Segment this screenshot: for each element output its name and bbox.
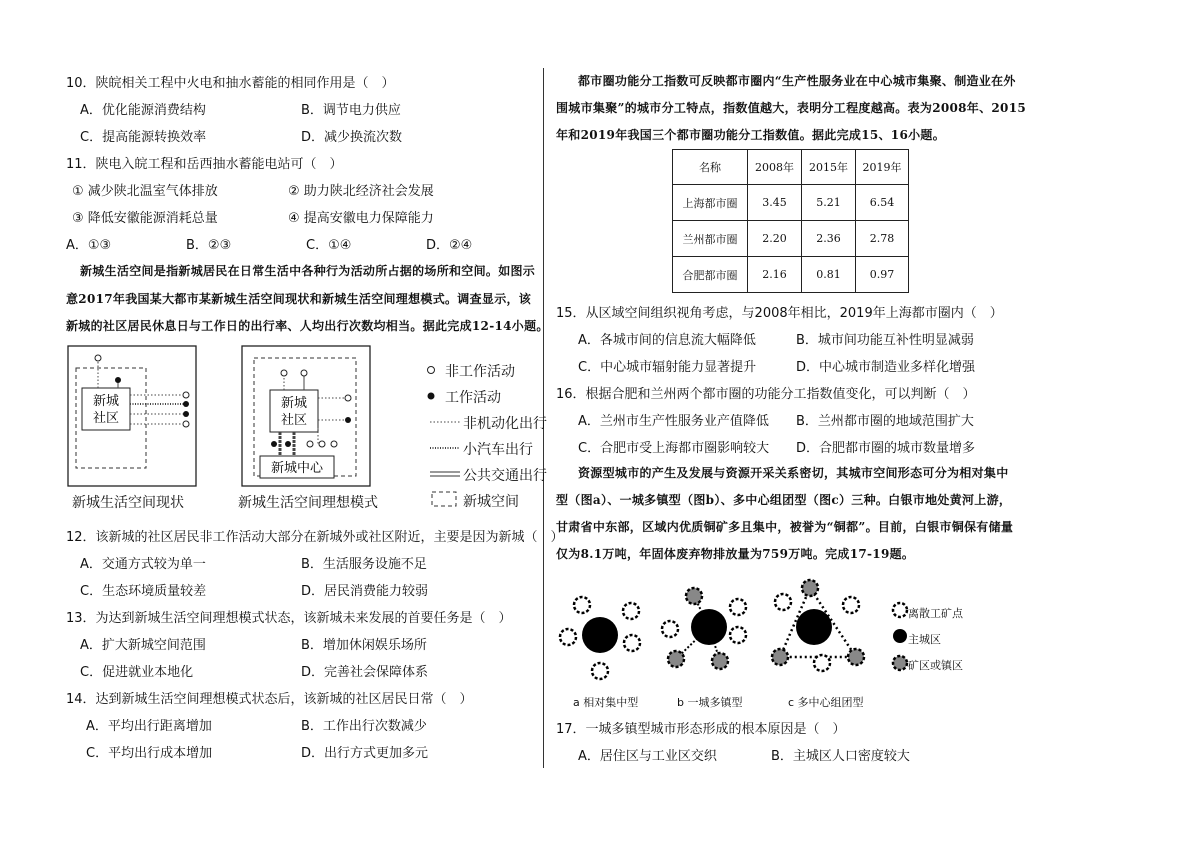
- q17-option-b: B．主城区人口密度较大: [771, 749, 910, 764]
- table-header-cell: 2015年: [802, 150, 856, 185]
- c-mine-point: [843, 597, 859, 613]
- table-cell: 2.20: [748, 221, 802, 257]
- current-node-r3: [183, 411, 189, 417]
- table-cell: 0.97: [856, 257, 909, 293]
- a-mine-point: [623, 603, 639, 619]
- caption-c: c 多中心组团型: [788, 696, 864, 709]
- current-node-r4: [183, 421, 189, 427]
- q12-option-b: B．生活服务设施不足: [301, 557, 427, 572]
- c-town: [802, 580, 818, 596]
- b-mine-point: [662, 621, 678, 637]
- ideal-node-d5: [331, 441, 337, 447]
- a-mine-point: [624, 635, 640, 651]
- legend2-mine-point: 离散工矿点: [908, 607, 963, 620]
- table-header-row: [673, 150, 909, 185]
- c-mine-point: [814, 655, 830, 671]
- q13-option-c: C．促进就业本地化: [80, 665, 194, 680]
- q10-stem: 10．陕皖相关工程中火电和抽水蓄能的相同作用是（ ）: [66, 76, 395, 91]
- caption-a: a 相对集中型: [573, 696, 639, 709]
- table-cell: 6.54: [856, 185, 909, 221]
- intro-12-14-line3: 新城的社区居民休息日与工作日的出行率、人均出行次数均相当。据此完成12-14小题。: [66, 319, 549, 333]
- current-node-top1: [95, 355, 101, 361]
- intro-12-14-line2: 意2017年我国某大都市某新城生活空间现状和新城生活空间理想模式。调查显示，该: [66, 292, 532, 306]
- function-index-table: [672, 149, 909, 293]
- intro-17-19-line1: 资源型城市的产生及发展与资源开采关系密切，其城市空间形态可分为相对集中: [578, 466, 1009, 480]
- table-cell: 3.45: [748, 185, 802, 221]
- b-mine-point: [730, 599, 746, 615]
- caption-current: 新城生活空间现状: [72, 495, 184, 511]
- caption-ideal: 新城生活空间理想模式: [238, 495, 378, 511]
- legend-public: 公共交通出行: [463, 468, 547, 484]
- q14-option-d: D．出行方式更加多元: [301, 746, 429, 761]
- q17-stem: 17．一城多镇型城市形态形成的根本原因是（ ）: [556, 722, 846, 737]
- table-cell: 上海都市圈: [673, 185, 748, 221]
- legend2-main-city: 主城区: [908, 633, 941, 646]
- legend-dashed-box-icon: [432, 492, 456, 506]
- intro-15-16-line2: 围城市集聚”的城市分工特点，指数值越大，表明分工程度越高。表为2008年、2015: [556, 101, 1027, 115]
- table-cell: 2.78: [856, 221, 909, 257]
- table-row: [673, 185, 909, 221]
- c-town: [848, 649, 864, 665]
- b-main-city: [691, 609, 727, 645]
- ideal-node-top1: [281, 370, 287, 376]
- legend-filled-circle-icon: [428, 393, 435, 400]
- table-cell: 5.21: [802, 185, 856, 221]
- table-row: [673, 257, 909, 293]
- ideal-box-label-2: 社区: [280, 413, 308, 428]
- intro-17-19-line4: 仅为8.1万吨，年固体废弃物排放量为759万吨。完成17-19题。: [556, 547, 915, 561]
- q13-option-a: A．扩大新城空间范围: [80, 638, 206, 653]
- ideal-box-label-1: 新城: [280, 396, 308, 411]
- table-cell: 兰州都市圈: [673, 221, 748, 257]
- a-mine-point: [592, 663, 608, 679]
- q15-option-c: C．中心城市辐射能力显著提升: [578, 360, 757, 375]
- legend-non-work: 非工作活动: [445, 364, 515, 380]
- b-town: [712, 653, 728, 669]
- ideal-node-d3: [307, 441, 313, 447]
- table-cell: 0.81: [802, 257, 856, 293]
- q12-option-d: D．居民消费能力较弱: [301, 584, 429, 599]
- legend-non-motor: 非机动化出行: [463, 416, 547, 432]
- q15-option-a: A．各城市间的信息流大幅降低: [578, 333, 756, 348]
- legend-town-icon: [893, 656, 907, 670]
- q16-option-a: A．兰州市生产性服务业产值降低: [578, 414, 769, 429]
- intro-15-16-line1: 都市圈功能分工指数可反映都市圈内“生产性服务业在中心城市集聚、制造业在外: [578, 74, 1016, 88]
- a-main-city: [582, 617, 618, 653]
- current-box-label-1: 新城: [92, 394, 120, 409]
- q15-option-b: B．城市间功能互补性明显减弱: [796, 333, 974, 348]
- b-town: [668, 651, 684, 667]
- table-header-cell: 2019年: [856, 150, 909, 185]
- q13-stem: 13．为达到新城生活空间理想模式状态，该新城未来发展的首要任务是（ ）: [66, 611, 512, 626]
- q12-stem: 12．该新城的社区居民非工作活动大部分在新城外或社区附近，主要是因为新城（ ）: [66, 530, 564, 545]
- table-header-cell: 名称: [673, 150, 748, 185]
- b-town: [686, 588, 702, 604]
- a-mine-point: [574, 597, 590, 613]
- q16-option-c: C．合肥市受上海都市圈影响较大: [578, 441, 770, 456]
- b-mine-point: [730, 627, 746, 643]
- form-c-multi-center: [772, 580, 864, 671]
- ideal-node-d1: [271, 441, 277, 447]
- q14-stem: 14．达到新城生活空间理想模式状态后，该新城的社区居民日常（ ）: [66, 692, 473, 707]
- q16-option-b: B．兰州都市圈的地域范围扩大: [796, 414, 974, 429]
- q15-stem: 15．从区域空间组织视角考虑，与2008年相比，2019年上海都市圈内（ ）: [556, 306, 1003, 321]
- q10-option-a: A．优化能源消费结构: [80, 103, 206, 118]
- legend-main-city-icon: [893, 629, 907, 643]
- q13-option-b: B．增加休闲娱乐场所: [301, 638, 427, 653]
- intro-12-14-line1: 新城生活空间是指新城居民在日常生活中各种行为活动所占据的场所和空间。如图示: [80, 264, 536, 278]
- q11-option-a: A．①③: [66, 238, 112, 253]
- ideal-node-d4: [319, 441, 325, 447]
- legend2-town: 矿区或镇区: [908, 659, 963, 672]
- current-node-r1: [183, 392, 189, 398]
- c-town: [772, 649, 788, 665]
- q11-option-d: D．②④: [426, 238, 473, 253]
- table-cell: 2.36: [802, 221, 856, 257]
- table-row: [673, 221, 909, 257]
- q11-stem: 11．陕电入皖工程和岳西抽水蓄能电站可（ ）: [66, 157, 343, 172]
- c-mine-point: [775, 594, 791, 610]
- legend-space: 新城空间: [463, 494, 519, 510]
- legend-work: 工作活动: [445, 390, 501, 406]
- q10-option-b: B．调节电力供应: [301, 103, 401, 118]
- q15-option-d: D．中心城市制造业多样化增强: [796, 360, 976, 375]
- form-a-concentrated: [560, 597, 640, 679]
- q11-option-c: C．①④: [306, 238, 352, 253]
- q16-stem: 16．根据合肥和兰州两个都市圈的功能分工指数值变化，可以判断（ ）: [556, 387, 976, 402]
- q16-option-d: D．合肥都市圈的城市数量增多: [796, 441, 976, 456]
- table-header-cell: 2008年: [748, 150, 802, 185]
- intro-17-19-line2: 型（图a）、一城多镇型（图b）、多中心组团型（图c）三种。白银市地处黄河上游，: [556, 493, 1012, 507]
- q11-statement-4: ④ 提高安徽电力保障能力: [288, 211, 434, 226]
- q13-option-d: D．完善社会保障体系: [301, 665, 429, 680]
- q17-option-a: A．居住区与工业区交织: [578, 749, 717, 764]
- q14-option-a: A．平均出行距离增加: [86, 719, 212, 734]
- form-b-one-city-multi-town: [662, 588, 746, 669]
- current-box-label-2: 社区: [92, 411, 120, 426]
- legend-mine-point-icon: [893, 603, 907, 617]
- ideal-node-r1: [345, 395, 351, 401]
- c-main-city: [796, 609, 832, 645]
- caption-b: b 一城多镇型: [677, 696, 743, 709]
- ideal-center-label: 新城中心: [270, 461, 324, 476]
- q12-option-c: C．生态环境质量较差: [80, 584, 207, 599]
- q11-statement-1: ① 减少陕北温室气体排放: [72, 184, 218, 199]
- q12-option-a: A．交通方式较为单一: [80, 557, 206, 572]
- legend-open-circle-icon: [428, 367, 435, 374]
- intro-15-16-line3: 年和2019年我国三个都市圈功能分工指数值。据此完成15、16小题。: [556, 128, 945, 142]
- ideal-node-top2: [301, 370, 307, 376]
- q14-option-b: B．工作出行次数减少: [301, 719, 427, 734]
- q11-statement-3: ③ 降低安徽能源消耗总量: [72, 211, 218, 226]
- q11-option-b: B．②③: [186, 238, 232, 253]
- legend-car: 小汽车出行: [463, 442, 533, 458]
- table-cell: 合肥都市圈: [673, 257, 748, 293]
- table-cell: 2.16: [748, 257, 802, 293]
- current-node-top2: [115, 377, 121, 383]
- a-mine-point: [560, 629, 576, 645]
- ideal-node-r2: [345, 417, 351, 423]
- q14-option-c: C．平均出行成本增加: [86, 746, 213, 761]
- intro-17-19-line3: 甘肃省中东部，区域内优质铜矿多且集中，被誉为“铜都”。目前，白银市铜保有储量: [556, 520, 1014, 534]
- q10-option-d: D．减少换流次数: [301, 130, 403, 145]
- q11-statement-2: ② 助力陕北经济社会发展: [288, 184, 434, 199]
- current-node-r2: [183, 401, 189, 407]
- q10-option-c: C．提高能源转换效率: [80, 130, 207, 145]
- ideal-node-d2: [285, 441, 291, 447]
